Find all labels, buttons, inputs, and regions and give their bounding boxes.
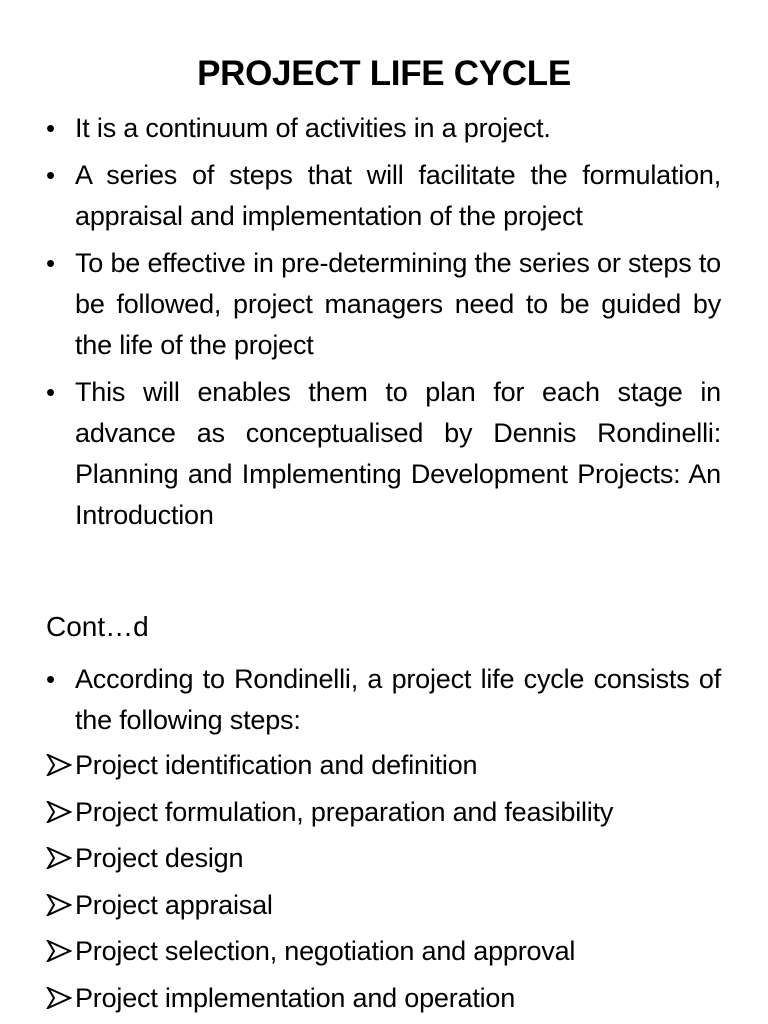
step-text: Project appraisal (75, 889, 273, 920)
bullet-dot-icon: • (46, 248, 56, 278)
bullet-item (0, 243, 768, 366)
bullet-dot-icon: • (46, 113, 56, 143)
arrowhead-icon (46, 940, 72, 962)
arrowhead-icon (46, 754, 72, 776)
bullet-dot-icon: • (46, 377, 56, 407)
bullet-list (0, 108, 768, 542)
bullet-text: It is a continuum of activities in a project. (75, 113, 551, 143)
bullet-dot-icon: • (46, 160, 56, 190)
step-item (0, 745, 768, 792)
steps-list (0, 745, 768, 1024)
arrowhead-icon (46, 847, 72, 869)
bullet-item (0, 372, 768, 536)
bullet-text: This will enables them to plan for each stage in advance as conceptualised by Dennis Rondinelli: Planning and Implementing Development Projects: An Introduction (75, 377, 721, 530)
bullet-dot-icon: • (46, 664, 56, 694)
arrowhead-icon (46, 987, 72, 1009)
step-text: Project selection, negotiation and approval (75, 936, 576, 966)
bullet-item (0, 155, 768, 237)
bullet-text: To be effective in pre-determining the series or steps to be followed, project managers need to be guided by the life of the project (75, 248, 721, 360)
bullet-text: A series of steps that will facilitate the formulation, appraisal and implementation of the project (75, 160, 721, 231)
step-item (0, 885, 768, 932)
step-item (0, 838, 768, 885)
bullet-item (0, 659, 768, 741)
step-text: Project formulation, preparation and feasibility (75, 796, 614, 827)
bullet-item (0, 108, 768, 149)
slide-title: PROJECT LIFE CYCLE (197, 54, 571, 93)
bullet-text: According to Rondinelli, a project life cycle consists of the following steps: (75, 664, 721, 735)
step-text: Project implementation and operation (75, 982, 516, 1013)
arrowhead-icon (46, 894, 72, 916)
arrowhead-icon (46, 801, 72, 823)
bullet-list-secondary (0, 659, 768, 747)
step-text: Project identification and definition (75, 750, 478, 780)
subheading: Cont…d (46, 611, 149, 642)
step-item (0, 931, 768, 978)
step-item (0, 978, 768, 1024)
step-item (0, 792, 768, 839)
step-text: Project design (75, 843, 244, 873)
